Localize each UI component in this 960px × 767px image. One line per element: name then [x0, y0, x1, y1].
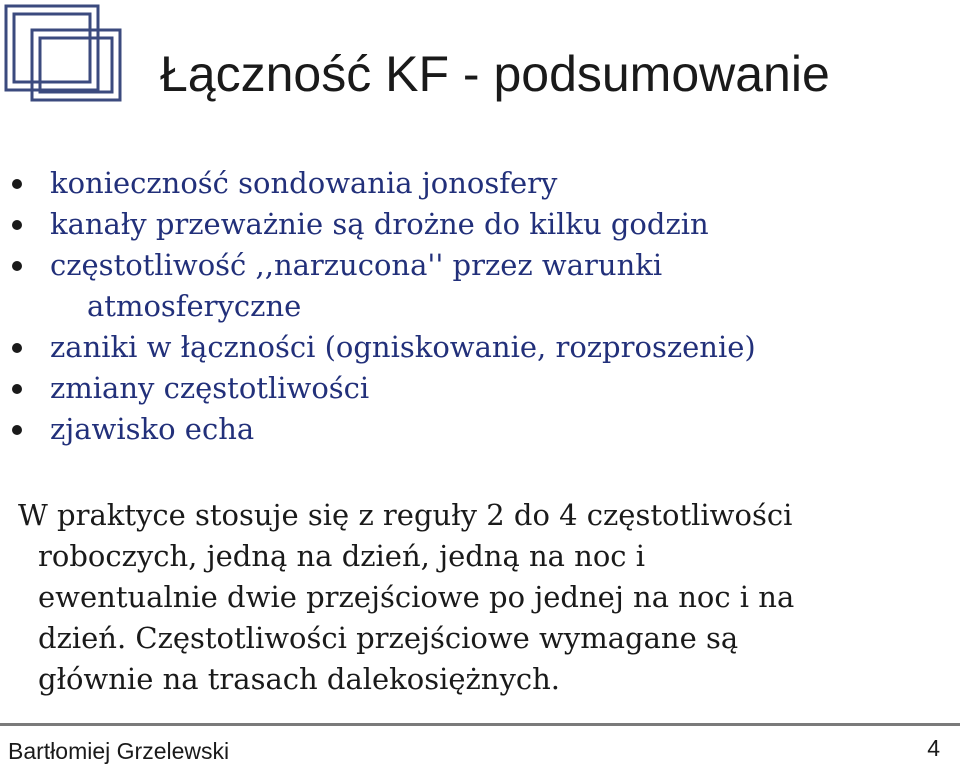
list-item-text: konieczność sondowania jonosfery [50, 166, 558, 200]
list-item-text: atmosferyczne [87, 289, 302, 323]
list-item [0, 204, 756, 245]
list-item [0, 163, 756, 204]
list-item-continuation [0, 286, 756, 327]
list-item-text: zjawisko echa [50, 412, 255, 446]
bullet-dot-icon [12, 384, 22, 394]
list-item [0, 327, 756, 368]
list-item [0, 409, 756, 450]
list-item [0, 245, 756, 286]
footer-divider [0, 723, 960, 726]
bullet-dot-icon [12, 179, 22, 189]
page-number: 4 [927, 735, 940, 761]
list-item-text: zmiany częstotliwości [50, 371, 370, 405]
list-item [0, 368, 756, 409]
paragraph-line: dzień. Częstotliwości przejściowe wymagane są [38, 621, 739, 655]
paragraph-line: głównie na trasach dalekosiężnych. [38, 662, 560, 696]
list-item-text: częstotliwość ,,narzucona'' przez warunki [50, 248, 663, 282]
squares-logo-icon [4, 4, 124, 104]
bullet-dot-icon [12, 261, 22, 271]
summary-paragraph [18, 495, 958, 700]
paragraph-line: roboczych, jedną na dzień, jedną na noc i [38, 539, 646, 573]
slide-title: Łączność KF - podsumowanie [160, 46, 830, 102]
footer-author: Bartłomiej Grzelewski [8, 738, 230, 764]
paragraph-line: W praktyce stosuje się z reguły 2 do 4 częstotliwości [18, 498, 793, 532]
bullet-dot-icon [12, 343, 22, 353]
paragraph-line: ewentualnie dwie przejściowe po jednej na noc i na [38, 580, 795, 614]
bullet-dot-icon [12, 220, 22, 230]
bullet-dot-icon [12, 425, 22, 435]
list-item-text: kanały przeważnie są drożne do kilku godzin [50, 207, 709, 241]
list-item-text: zaniki w łączności (ogniskowanie, rozproszenie) [50, 330, 756, 364]
bullet-list [0, 163, 756, 450]
